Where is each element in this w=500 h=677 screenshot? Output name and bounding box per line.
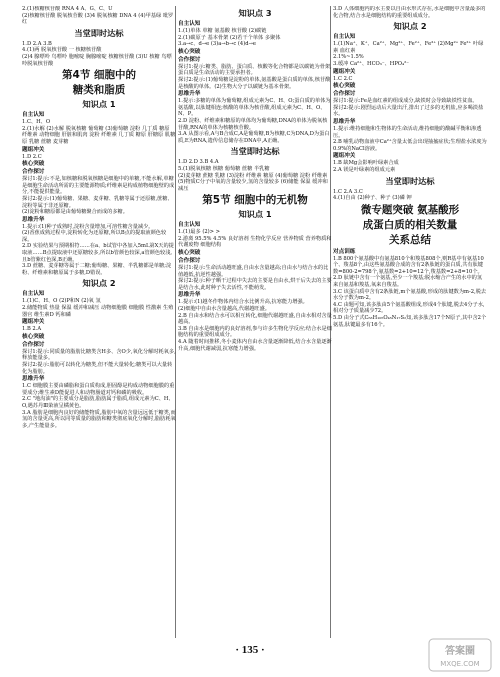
answer-line: 3.B 自由水是细胞内的良好溶剂,参与许多生物化学反应;结合水是细胞结构的重要组成成分。 (178, 325, 332, 339)
answer-line: 1.D 2.C (22, 153, 42, 160)
answer-line: 1.提示:(1)种子成熟时,淀粉含量增加,可溶性糖含量减少。 (22, 223, 154, 230)
answer-line: 探讨2:提示:(1)葡萄糖、果糖、麦芽糖、乳糖等属于还原糖,蔗糖、淀粉等属于非还原糖。 (22, 195, 173, 209)
answer-line: 1.D 2.A 3.B (22, 40, 52, 47)
section-heading: 知识点 1 (82, 99, 116, 110)
subsection-label: 核心突破 (178, 48, 201, 55)
answer-line: 探讨2:提示:剧烈运动后大量出汗,排出了过多的无机盐,应多喝淡盐水。 (333, 104, 484, 118)
subsection-label: 对点训练 (333, 248, 356, 255)
watermark-logo (428, 638, 492, 672)
answer-line: 1.B 800个氨基酸中有氨基810个和羧基808个,则R基中有氨基10个、羧基8个,由这些氨基酸合成的含有2条肽链的蛋白质,共有肽键数=800-2=798个,氨基数=2+10=12个,羧基数=2+8=10个。 (333, 255, 484, 275)
answer-line: (2)香蕉成熟过程中,淀粉转化为还原糖,所以B点的提取液颜色较深。 (22, 230, 167, 243)
answer-line: 2.D 淀粉、纤维素和糖原的单体均为葡萄糖,DNA的单体为脱氧核苷酸,RNA的单体为核糖核苷酸。 (178, 117, 328, 131)
answer-line: 3.D 蔗糖、麦芽糖等属于二糖;葡萄糖、果糖、半乳糖都是单糖;淀粉、纤维素和糖原属于多糖,D错误。 (22, 263, 172, 276)
answer-line: 探讨1:提示:不是,如核糖和脱氧核糖是细胞中的单糖,不能水解,单糖是细胞生命活动所需的主要能源物质;纤维素是构成植物细胞壁的成分,不能提供能量。 (22, 176, 175, 196)
subsection-label: 合作探讨 (178, 56, 201, 63)
right-column (333, 6, 487, 646)
subsection-label: 自主认知 (22, 291, 45, 298)
subsection-label: 自主认知 (178, 21, 201, 27)
subsection-label: 题组冲关 (333, 153, 356, 160)
answer-line: (2)4 腺嘌呤 鸟嘌呤 胞嘧啶 胸腺嘧啶 核糖核苷酸 (3)U 核糖 鸟嘌呤脱氧核苷酸 (22, 53, 172, 67)
subsection-label: 思维升华 (178, 292, 201, 299)
answer-line: 3.缓冲 Ca²⁺、HCO₃⁻、HPO₄²⁻ (333, 60, 409, 67)
middle-column (178, 6, 332, 646)
answer-line: 3.a→c、d→e (3)a→b→c (4)d→e (178, 41, 256, 48)
answer-line: 探讨2:提示:(1)葡萄糖是淀粉的单体,氨基酸是蛋白质的单体,核苷酸是核酸的单体。(2)生物大分子以碳链为基本骨架。 (178, 76, 331, 90)
answer-line: 1.(1)Na⁺、K⁺、Ca²⁺、Mg²⁺、Fe²⁺、Fe³⁺ (2)Mg²⁺ Fe²⁺ 叶绿素 血红素 (333, 41, 484, 54)
subsection-label: 合作探讨 (333, 91, 356, 98)
answer-line: 1.(1)单体 单糖 氨基酸 核苷酸 (2)碳链 (178, 28, 267, 34)
svg-text:答案圈: 答案圈 (445, 646, 475, 657)
subsection-label: 思维升华 (22, 216, 45, 223)
answer-line: 2.(1)水解 (2)水解 脱氧核糖 葡萄糖 (3)葡萄糖 淀粉 几丁质 糖原 纤维素 动物细胞 肝脏和肌肉 淀粉 纤维素 几丁质 糖原 肝糖原 肌糖原 乳糖 蔗糖 麦芽糖 (22, 125, 176, 145)
subsection-label: 题组冲关 (22, 146, 45, 153)
answer-line: 1.(1)C、H、O (2)P和N (2)氧 氢 (22, 298, 101, 305)
subsection-label: 自主认知 (178, 222, 201, 229)
answer-line: 3.C 该蛋白质中含有2条肽链,m个氨基酸,形成的肽键数为m-2,脱去水分子数为m-2。 (333, 288, 487, 302)
page-number: · 135 · (235, 644, 265, 656)
answer-line: 2.A 镁是叶绿素的组成元素 (333, 166, 396, 173)
answer-line: 3.A 脂肪是细胞内良好的储能物质,脂肪中氧的含量远远低于糖类,而氢的含量更高,所以同等质量的脂肪和糖类彻底氧化分解时,脂肪耗氧多,产生能量多。 (22, 409, 176, 429)
answer-line: 探讨1:提示:糖类、脂肪、蛋白质、核酸等化合物都是以碳链为骨架,蛋白质是生命活动的主要承担者。 (178, 63, 332, 77)
answer-line: (2)核糖核苷酸 脱氧核苷酸 (3)4 脱氧核糖 DNA 4 (4)甲基绿 吡罗红 (22, 12, 174, 26)
section-title: 微专题突破 氨基酸形 (360, 203, 460, 216)
answer-line: 1.提示:维持细胞和生物体的生命活动,维持细胞的酸碱平衡和渗透压。 (333, 125, 482, 139)
answer-line: 2.D 肽链中含有一个氨基,至少一个羧基;脱水缩合产生的水中的氢来自氨基和羧基,氧来自羧基。 (333, 275, 483, 289)
answer-line: 2.储能物质 热量 保温 缓冲和减压 动物细胞膜 细胞膜 性激素 生殖器官 维生素D 钙和磷 (22, 305, 174, 318)
subsection-label: 核心突破 (22, 161, 45, 168)
answer-line: 1.提示:多糖的单体为葡萄糖,组成元素为C、H、O;蛋白质的单体为氨基酸,以肽键相连;核酸的单体为核苷酸,组成元素为C、H、O、N、P。 (178, 98, 331, 118)
section-title: 成蛋白质的相关数量 (362, 218, 458, 231)
subsection-label: 合作探讨 (178, 258, 201, 265)
answer-line: (2)淀粉和糖原都是由葡萄糖聚合而成的多糖。 (22, 209, 128, 216)
subsection-label: 核心突破 (22, 333, 45, 340)
answer-line: 探讨1:提示:同质量的脂肪比糖类含H多、含O少,氧化分解时耗氧多,释放能量多。 (22, 348, 176, 362)
answer-line: 1.(1)最多 (2)> > (178, 229, 221, 236)
subsection-label: 合作探讨 (22, 341, 45, 348)
subsection-label: 自主认知 (22, 112, 45, 119)
svg-text:MXQE.COM: MXQE.COM (440, 660, 480, 668)
answer-line: 1.提示:(1)越冬作物体内结合水比例升高,抗寒能力增强。 (178, 299, 308, 306)
answer-line: 探讨2:提示:脂肪可以转化为糖类,但不能大量转化;糖类可以大量转化为脂肪。 (22, 362, 173, 375)
answer-line: 2.C "地沟油"的主要成分是脂肪,脂肪属于脂质,组成元素为C、H、O,遇苏丹Ⅲ染液呈橘黄色。 (22, 396, 174, 409)
subsection-label: 合作探讨 (22, 169, 45, 176)
subsection-label: 核心突破 (333, 83, 356, 90)
section-heading: 当堂即时达标 (230, 146, 280, 157)
answer-line: 1.B 2.A (22, 326, 42, 333)
answer-line: (2)麦芽糖 蔗糖 乳糖 (3)淀粉 纤维素 糖原 (4)葡萄糖 淀粉 纤维素 (178, 172, 328, 179)
section-heading: 当堂即时达标 (385, 175, 435, 186)
section-title: 第4节 细胞中的 (62, 69, 136, 82)
section-heading: 当堂即时达标 (74, 27, 124, 38)
section-heading: 知识点 2 (82, 278, 116, 289)
answer-line: 1.C 细胞膜主要由磷脂和蛋白质构成,胆固醇是构成动物细胞膜的重要成分;维生素D能促进人和动物肠道对钙和磷的吸收。 (22, 383, 175, 396)
section-heading: 知识点 3 (238, 8, 272, 18)
answer-line: 1.C 2.A 3.C (333, 188, 363, 195)
answer-line: 2.B 哺乳动物血液中Ca²⁺含量太低会出现抽搐症状;生理盐水浓度为0.9%的NaCl溶液。 (333, 139, 487, 152)
answer-line: 2.游离 95.5% 4.5% 良好溶剂 生物化学反应 营养物质 营养物质和代谢废物 细胞结构 (178, 235, 332, 249)
answer-line: 2.1%~1.5% (333, 54, 364, 61)
left-column (22, 6, 176, 646)
answer-line: 探讨2:提示:种子晒干过程中失去的主要是自由水,烘干后失去的主要是结合水,此时种子失去活性,不能萌发。 (178, 278, 332, 291)
answer-line: (2)细胞中自由水含量越高,代谢越旺盛。 (178, 306, 270, 313)
answer-line: 1.C 2.C (333, 75, 353, 82)
answer-line: 4.A 随着时间推移,冬小麦体内自由水含量逐渐降低,结合水含量逐渐升高,细胞代谢减弱,抗寒能力增强。 (178, 339, 332, 352)
section-title: 第5节 细胞中的无机物 (202, 194, 308, 207)
answer-line: 1.B 缺Mg会影响叶绿素合成 (333, 160, 399, 167)
answer-line: 2.(1)碳原子 基本骨架 (2)若干个单体 多聚体 (178, 34, 281, 41)
answer-line: 5.D 由分子式C₆₃H₁₀₅O₄₅N₁₇S₂知,该多肽含17个N原子,其中含2个氨基,肽键最多有16个。 (333, 315, 487, 328)
section-title: 关系总结 (389, 233, 431, 246)
subsection-label: 题组冲关 (22, 319, 45, 326)
subsection-label: 思维升华 (22, 376, 45, 383)
section-title: 糖类和脂质 (72, 84, 126, 97)
answer-line: 探讨1:提示:生命活动越旺盛,自由水含量越高;自由水与结合水的比值越低,抗逆性越强。 (178, 265, 329, 278)
answer-line: 2.(1)核糖核苷酸 RNA 4 A、G、C、U (22, 6, 113, 12)
subsection-label: 思维升华 (178, 91, 201, 98)
answer-line: 探讨1:提示:Fe是血红素的组成成分,缺铁时会导致缺铁性贫血。 (333, 98, 478, 105)
answer-line: 3.A 从图示看,A与B合成C,A是葡萄糖,B为核糖,C为DNA,D为蛋白质,E为RNA,遗传信息储存在DNA中,A正确。 (178, 131, 330, 144)
subsection-label: 核心突破 (178, 250, 201, 257)
answer-line: 2.B 自由水和结合水可以相互转化,细胞代谢越旺盛,自由水相对含量越高。 (178, 312, 332, 326)
answer-line: 5.(1)脱氧核糖 核糖 葡萄糖 蔗糖 半乳糖 (178, 165, 270, 172)
subsection-label: 题组冲关 (333, 68, 356, 75)
section-heading: 知识点 2 (393, 21, 427, 32)
subsection-label: 思维升华 (333, 118, 356, 125)
subsection-label: 自主认知 (333, 34, 356, 41)
answer-line: 3.D 人体细胞内的水主要以自由水形式存在,水是细胞中含量最多的化合物,结合水是细胞结构的重要组成成分。 (333, 6, 486, 19)
answer-line: (5)物质C分子中氧的含量较少,氢的含量较多 (6)储能 保温 缓冲和减压 (178, 179, 328, 192)
answer-line: 4.(1)两 脱氧核苷酸 一 核糖核苷酸 (22, 47, 102, 54)
answer-line: 4.C 由题可知,该多肽由5个氨基酸组成,形成4个肽键,脱去4分子水,相对分子质量减少72。 (333, 301, 485, 315)
section-heading: 知识点 1 (238, 209, 272, 220)
answer-line: 1.D 2.D 3.B 4.A (178, 159, 219, 166)
answer-line: 4.(1)自由 (2)种子、种子 (3)磷 钾 (333, 195, 412, 202)
answer-line: 1.C、H、O (22, 119, 51, 126)
answer-line: 2.D 实验结果与预期相符……在a、b试管中各加入5mL第X天的提取液……B点提取液中还原糖较多,所以b管颜色较深,a管颜色较浅,且b管紫红色深,B正确。 (22, 243, 174, 263)
